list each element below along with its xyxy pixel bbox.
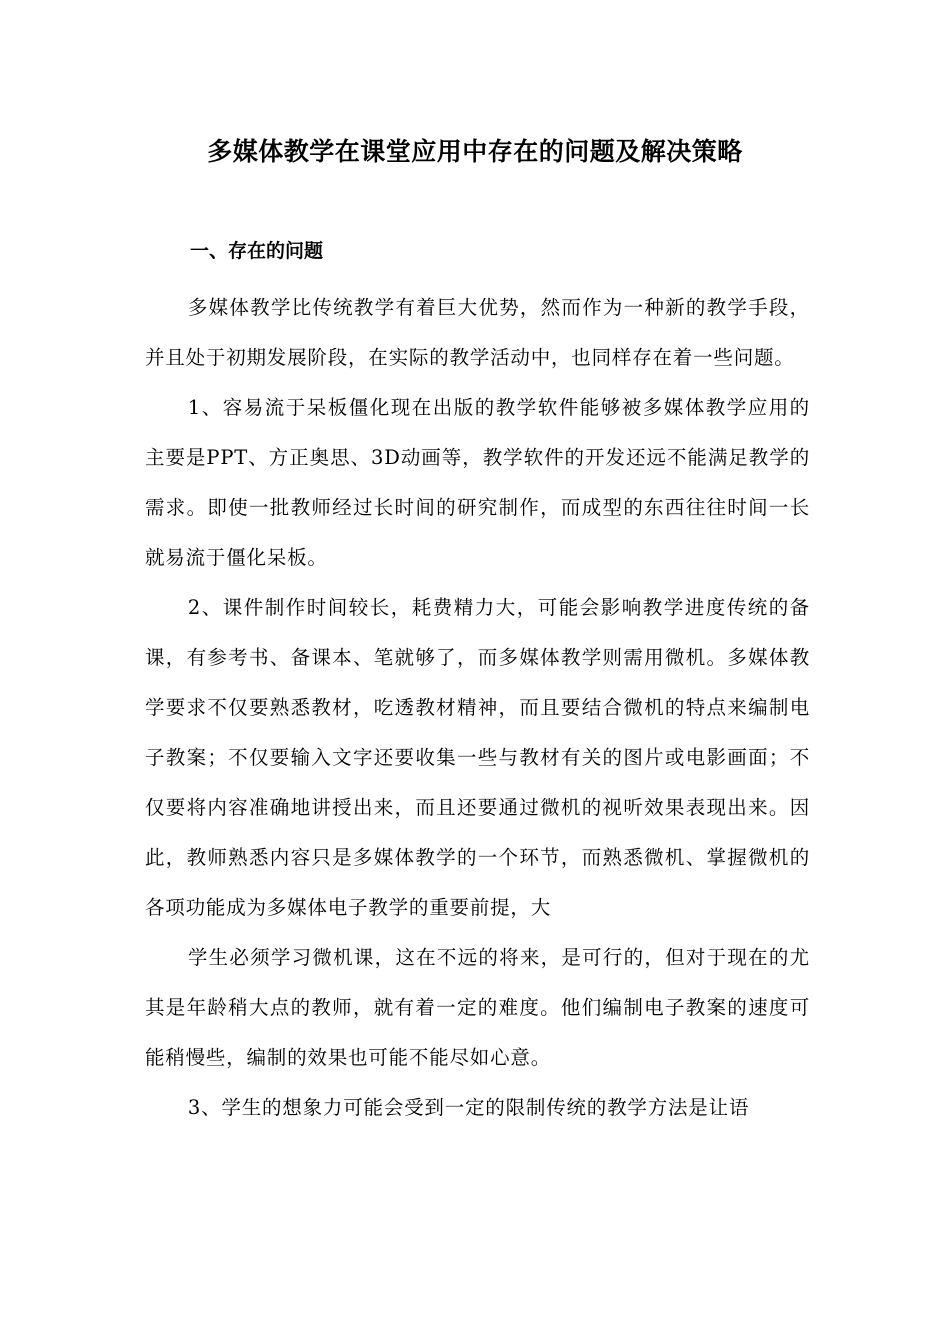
- section-heading: 一、存在的问题: [190, 240, 324, 262]
- paragraph: 3、学生的想象力可能会受到一定的限制传统的教学方法是让语: [187, 1096, 750, 1119]
- document-title: 多媒体教学在课堂应用中存在的问题及解决策略: [207, 137, 743, 166]
- paragraph: 2、课件制作时间较长，耗费精力大，可能会影响教学进度传统的备课，有参考书、备课本、笔就够了，而多媒体教学则需用微机。多媒体教学要求不仅要熟悉教材，吃透教材精神，而且要结合微机的特点来编制电子教案；不仅要输入文字还要收集一些与教材有关的图片或电影画面；不仅要将内容准确地讲授出来，而且还要通过微机的视听效果表现出来。因此，教师熟悉内容只是多媒体教学的一个环节，而熟悉微机、掌握微机的各项功能成为多媒体电子教学的重要前提，大: [145, 596, 810, 919]
- paragraph: 1、容易流于呆板僵化现在出版的教学软件能够被多媒体教学应用的主要是PPT、方正奥思、3D动画等，教学软件的开发还远不能满足教学的需求。即使一批教师经过长时间的研究制作，而成型的东西往往时间一长就易流于僵化呆板。: [145, 396, 810, 569]
- paragraph: 多媒体教学比传统教学有着巨大优势，然而作为一种新的教学手段，并且处于初期发展阶段，在实际的教学活动中，也同样存在着一些问题。: [145, 296, 810, 369]
- paragraph: 学生必须学习微机课，这在不远的将来，是可行的，但对于现在的尤其是年龄稍大点的教师，就有着一定的难度。他们编制电子教案的速度可能稍慢些，编制的效果也可能不能尽如心意。: [145, 946, 810, 1069]
- document-body: [145, 283, 810, 1133]
